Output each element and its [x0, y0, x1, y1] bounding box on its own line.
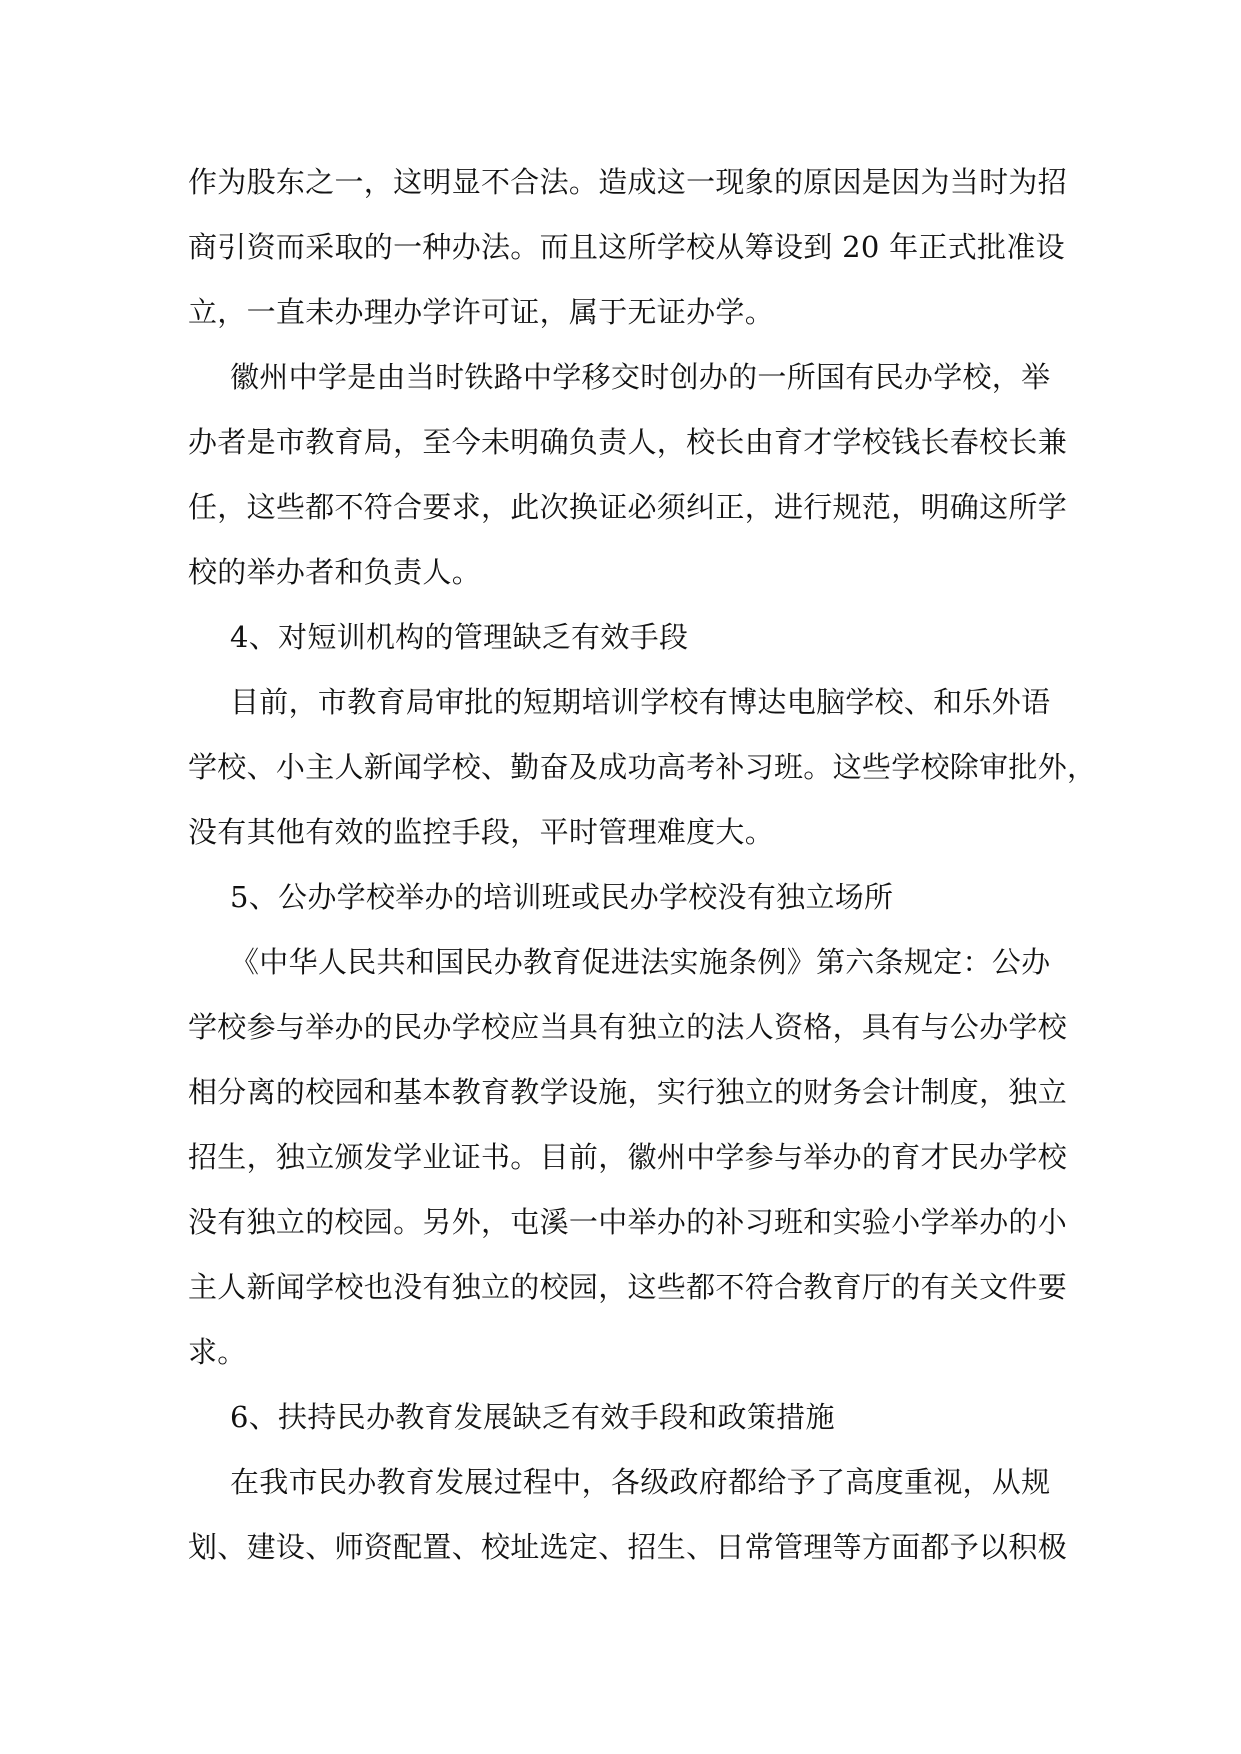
paragraph-line: 招生，独立颁发学业证书。目前，徽州中学参与举办的育才民办学校	[188, 1140, 1068, 1174]
paragraph-line: 商引资而采取的一种办法。而且这所学校从筹设到 20 年正式批准设	[188, 230, 1065, 264]
paragraph-line: 办者是市教育局，至今未明确负责人，校长由育才学校钱长春校长兼	[188, 425, 1068, 459]
paragraph-line: 徽州中学是由当时铁路中学移交时创办的一所国有民办学校，举	[230, 360, 1051, 394]
paragraph-line: 主人新闻学校也没有独立的校园，这些都不符合教育厅的有关文件要	[188, 1270, 1068, 1304]
paragraph-line: 没有其他有效的监控手段，平时管理难度大。	[188, 815, 775, 849]
paragraph-line: 求。	[188, 1335, 247, 1369]
paragraph-line: 校的举办者和负责人。	[188, 555, 482, 589]
paragraph-line: 任，这些都不符合要求，此次换证必须纠正，进行规范，明确这所学	[188, 490, 1068, 524]
section-heading: 6、扶持民办教育发展缺乏有效手段和政策措施	[230, 1400, 835, 1434]
paragraph-line: 相分离的校园和基本教育教学设施，实行独立的财务会计制度，独立	[188, 1075, 1068, 1109]
paragraph-line: 没有独立的校园。另外，屯溪一中举办的补习班和实验小学举办的小	[188, 1205, 1068, 1239]
section-heading: 5、公办学校举办的培训班或民办学校没有独立场所	[230, 880, 894, 914]
paragraph-line: 目前，市教育局审批的短期培训学校有博达电脑学校、和乐外语	[230, 685, 1051, 719]
document-body	[188, 150, 1097, 1580]
paragraph-line: 学校参与举办的民办学校应当具有独立的法人资格，具有与公办学校	[188, 1010, 1068, 1044]
paragraph-line: 在我市民办教育发展过程中，各级政府都给予了高度重视，从规	[230, 1465, 1051, 1499]
paragraph-line: 立，一直未办理办学许可证，属于无证办学。	[188, 295, 775, 329]
paragraph-line: 划、建设、师资配置、校址选定、招生、日常管理等方面都予以积极	[188, 1530, 1068, 1564]
paragraph-line: 《中华人民共和国民办教育促进法实施条例》第六条规定：公办	[230, 945, 1051, 979]
paragraph-line: 学校、小主人新闻学校、勤奋及成功高考补习班。这些学校除审批外，	[188, 750, 1097, 784]
paragraph-line: 作为股东之一，这明显不合法。造成这一现象的原因是因为当时为招	[188, 165, 1068, 199]
section-heading: 4、对短训机构的管理缺乏有效手段	[230, 620, 689, 654]
